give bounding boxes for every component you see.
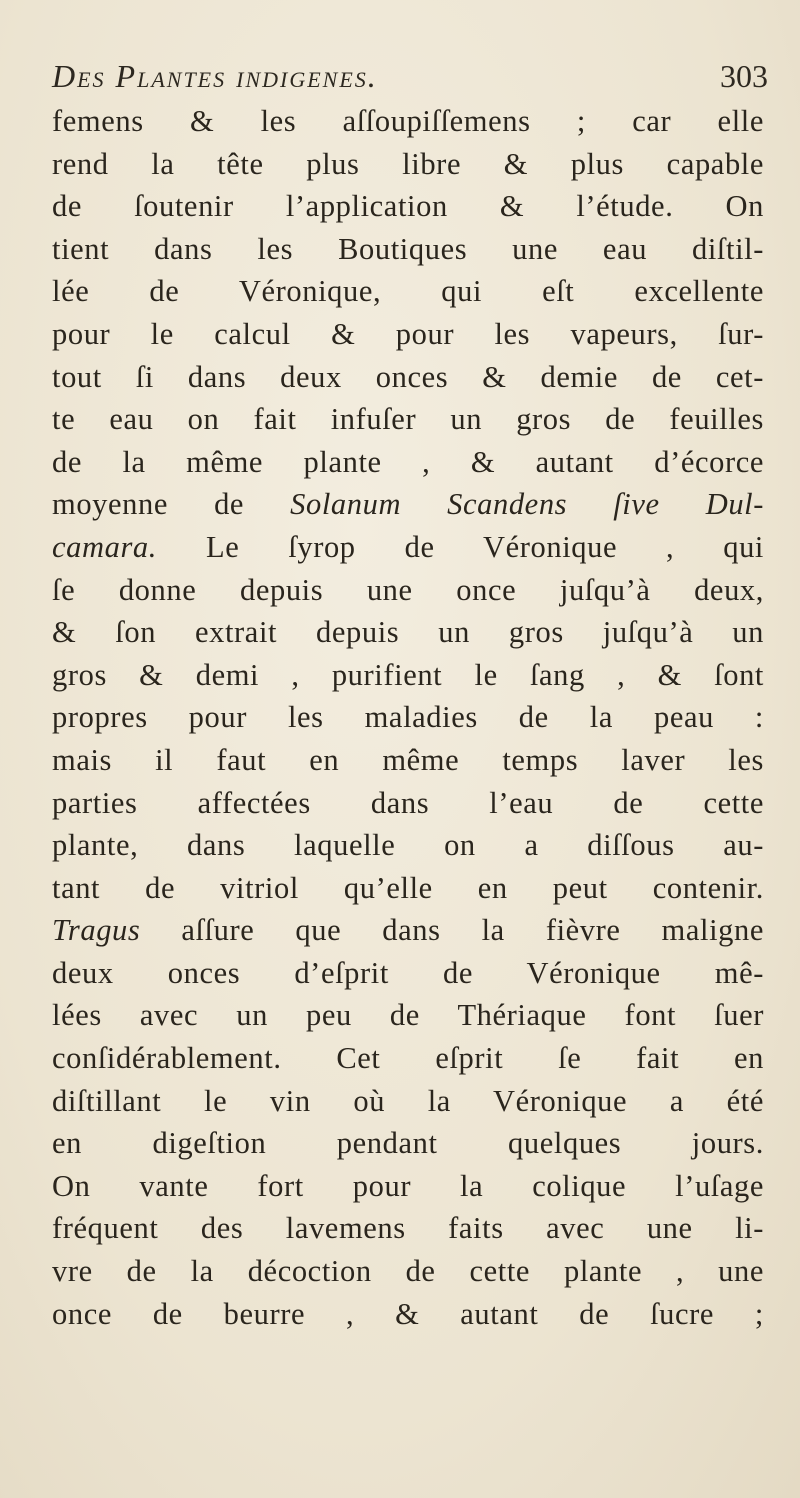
- text-segment: femens & les aſſoupiſſemens ; car elle: [52, 104, 764, 138]
- text-line: [52, 782, 764, 825]
- text-segment: once de beurre , & autant de ſucre ;: [52, 1296, 764, 1331]
- page-header: [52, 58, 768, 102]
- text-line: [52, 313, 764, 356]
- page-number: 303: [720, 58, 768, 94]
- text-line: [52, 1080, 764, 1123]
- text-line: [52, 611, 764, 654]
- text-line: [52, 1207, 764, 1250]
- text-segment: diſtillant le vin où la Véronique a été: [52, 1083, 764, 1118]
- text-segment: aſſure que dans la fièvre maligne: [140, 913, 764, 948]
- text-line: [52, 100, 764, 143]
- text-segment: plante, dans laquelle on a diſſous au-: [52, 828, 764, 863]
- text-segment: On vante fort pour la colique l’uſage: [52, 1168, 764, 1203]
- text-line: [52, 909, 764, 952]
- text-segment: Le ſyrop de Véronique , qui: [157, 529, 764, 564]
- italic-text: camara.: [52, 529, 158, 564]
- text-line: [52, 1250, 764, 1293]
- text-line: [52, 398, 764, 441]
- text-line: [52, 824, 764, 867]
- text-line: [52, 270, 764, 313]
- text-line: [52, 569, 764, 612]
- text-line: [52, 696, 764, 739]
- text-line: [52, 994, 764, 1037]
- text-line: [52, 654, 764, 697]
- text-segment: mais il faut en même temps laver les: [52, 742, 764, 777]
- text-segment: moyenne de: [52, 487, 291, 522]
- text-segment: en digeſtion pendant quelques jours.: [52, 1126, 764, 1161]
- text-segment: ſe donne depuis une once juſqu’à deux,: [52, 572, 764, 607]
- text-line: [52, 1122, 764, 1165]
- text-segment: tient dans les Boutiques une eau diſtil-: [52, 231, 764, 266]
- italic-text: Tragus: [52, 913, 141, 948]
- text-segment: te eau on fait infuſer un gros de feuilles: [52, 402, 764, 437]
- text-segment: deux onces d’eſprit de Véronique mê-: [52, 955, 764, 990]
- text-segment: vre de la décoction de cette plante , une: [52, 1254, 764, 1289]
- text-line: [52, 952, 764, 995]
- italic-text: Solanum Scandens ſive Dul-: [290, 487, 764, 522]
- text-line: [52, 143, 764, 186]
- text-line: [52, 1165, 764, 1208]
- text-segment: tout ſi dans deux onces & demie de cet-: [52, 359, 764, 394]
- text-segment: propres pour les maladies de la peau :: [52, 700, 764, 735]
- text-line: [52, 867, 764, 910]
- text-line: [52, 356, 764, 399]
- text-line: [52, 1037, 764, 1080]
- text-line: [52, 526, 764, 569]
- text-segment: tant de vitriol qu’elle en peut contenir.: [52, 870, 764, 905]
- text-segment: gros & demi , purifient le ſang , & ſont: [52, 657, 764, 692]
- text-segment: de ſoutenir l’application & l’étude. On: [52, 189, 764, 224]
- text-line: [52, 483, 764, 526]
- text-segment: & ſon extrait depuis un gros juſqu’à un: [52, 615, 764, 650]
- text-segment: conſidérablement. Cet eſprit ſe fait en: [52, 1041, 764, 1076]
- text-line: [52, 228, 764, 271]
- text-segment: parties affectées dans l’eau de cette: [52, 785, 764, 820]
- text-segment: lée de Véronique, qui eſt excellente: [52, 274, 764, 309]
- text-segment: lées avec un peu de Thériaque font ſuer: [52, 998, 764, 1033]
- text-segment: pour le calcul & pour les vapeurs, ſur-: [52, 316, 764, 351]
- running-title: Des Plantes indigenes.: [52, 58, 378, 94]
- text-segment: de la même plante , & autant d’écorce: [52, 444, 764, 479]
- text-line: [52, 441, 764, 484]
- text-line: [52, 1293, 764, 1336]
- text-segment: fréquent des lavemens faits avec une li-: [52, 1211, 764, 1246]
- text-line: [52, 739, 764, 782]
- body-text: [52, 100, 764, 1335]
- text-line: [52, 185, 764, 228]
- text-segment: rend la tête plus libre & plus capable: [52, 146, 764, 181]
